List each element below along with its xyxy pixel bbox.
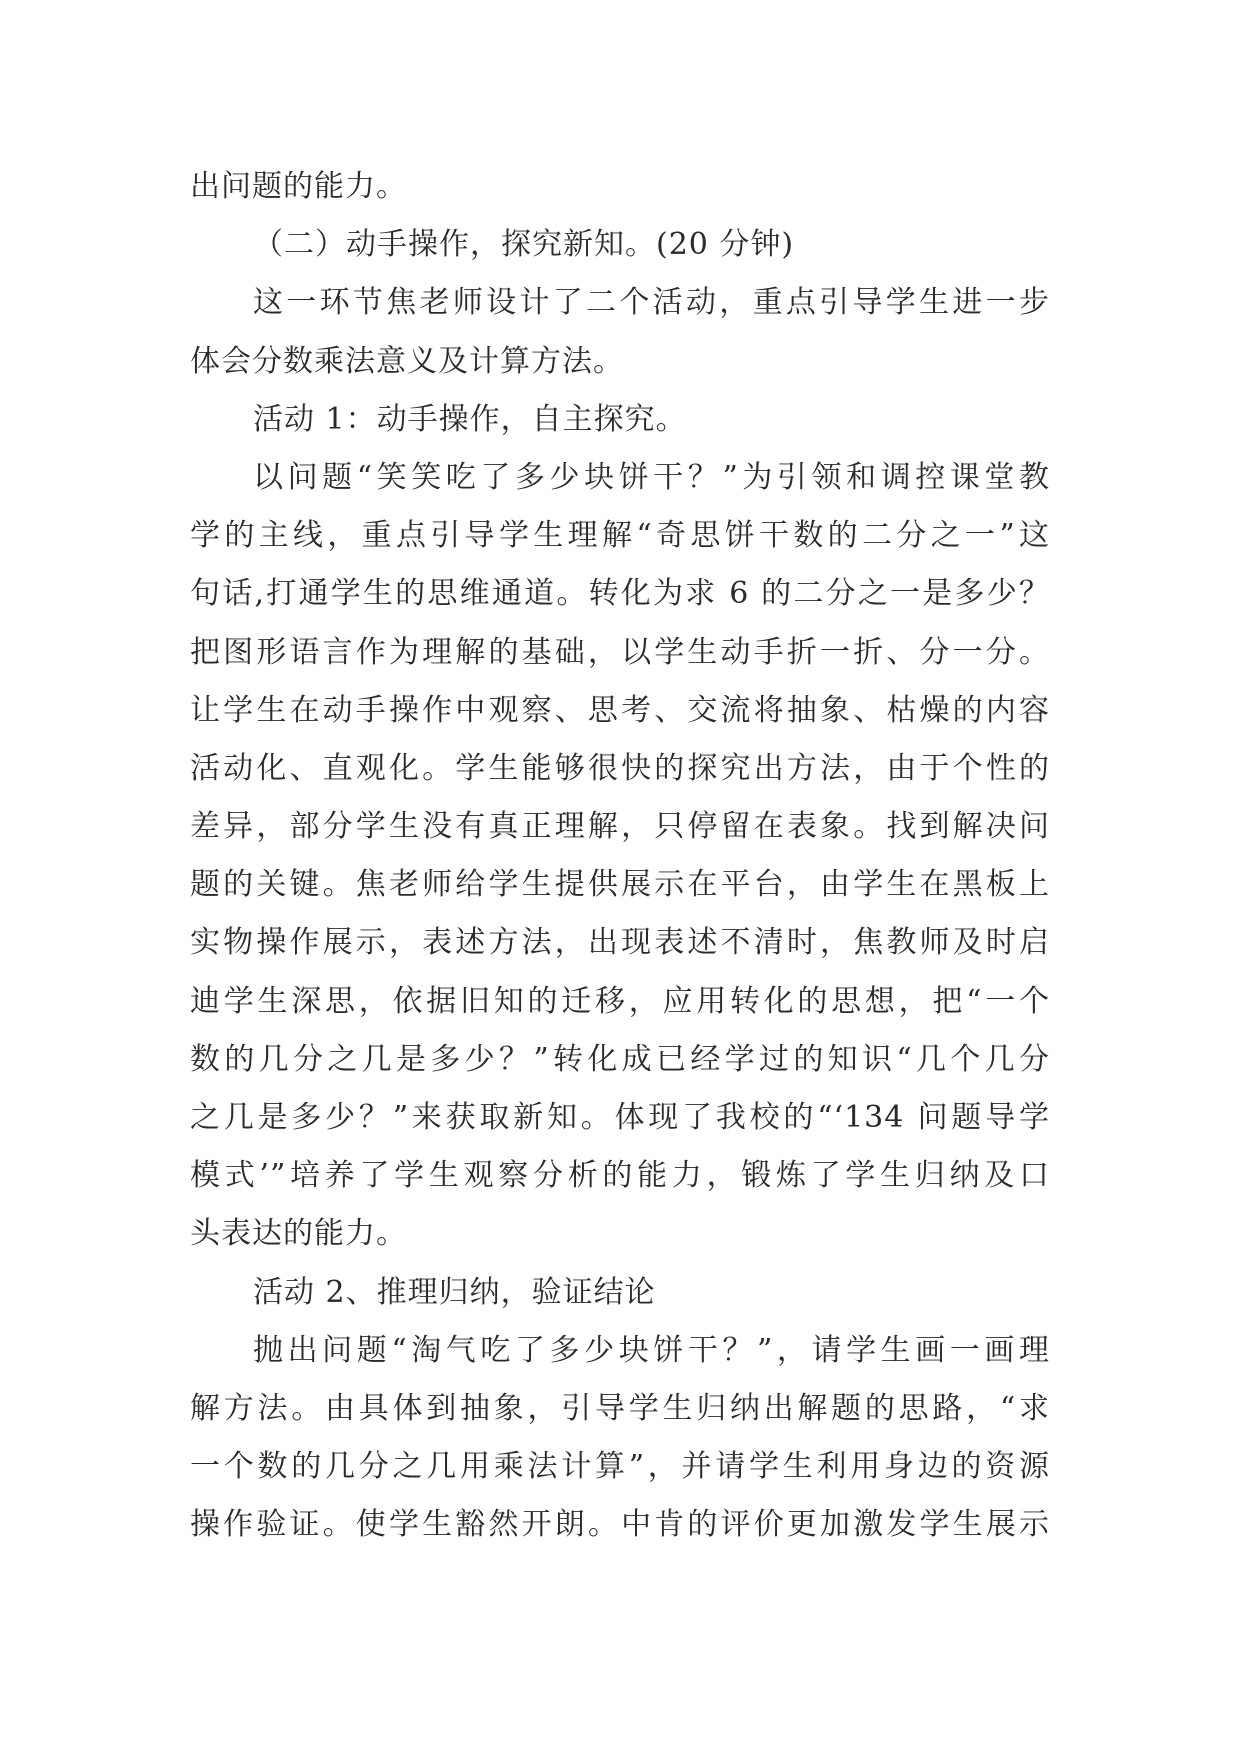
text-line: 题的关键。焦老师给学生提供展示在平台，由学生在黑板上 xyxy=(190,867,1050,903)
body-text xyxy=(190,158,1050,1555)
text-line: 一个数的几分之几用乘法计算”，并请学生利用身边的资源 xyxy=(190,1449,1050,1485)
activity-heading: 活动 1：动手操作，自主探究。 xyxy=(253,401,687,437)
section-heading: （二）动手操作，探究新知。(20 分钟) xyxy=(253,227,795,263)
text-line: 让学生在动手操作中观察、思考、交流将抽象、枯燥的内容 xyxy=(190,692,1050,728)
text-line: 以问题“笑笑吃了多少块饼干？”为引领和调控课堂教 xyxy=(253,459,1050,495)
text-line: 出问题的能力。 xyxy=(190,169,407,204)
text-line: 操作验证。使学生豁然开朗。中肯的评价更加激发学生展示 xyxy=(190,1507,1050,1543)
text-line: 差异，部分学生没有真正理解，只停留在表象。找到解决问 xyxy=(190,809,1050,845)
text-line: 模式’”培养了学生观察分析的能力，锻炼了学生归纳及口 xyxy=(190,1158,1050,1194)
text-line: 把图形语言作为理解的基础，以学生动手折一折、分一分。 xyxy=(190,634,1050,670)
text-line: 句话,打通学生的思维通道。转化为求 6 的二分之一是多少？ xyxy=(190,576,1050,612)
text-line: 头表达的能力。 xyxy=(190,1216,407,1252)
text-line: 实物操作展示，表述方法，出现表述不清时，焦教师及时启 xyxy=(190,925,1050,961)
text-line: 体会分数乘法意义及计算方法。 xyxy=(190,343,624,379)
text-line: 之几是多少？”来获取新知。体现了我校的“‘134 问题导学 xyxy=(190,1100,1050,1135)
text-line: 解方法。由具体到抽象，引导学生归纳出解题的思路，“求 xyxy=(190,1390,1050,1426)
text-line: 迪学生深思，依据旧知的迁移，应用转化的思想，把“一个 xyxy=(190,983,1050,1019)
text-line: 活动化、直观化。学生能够很快的探究出方法，由于个性的 xyxy=(190,750,1050,786)
text-line: 抛出问题“淘气吃了多少块饼干？”，请学生画一画理 xyxy=(253,1332,1050,1368)
text-line: 学的主线，重点引导学生理解“奇思饼干数的二分之一”这 xyxy=(190,518,1050,554)
text-line: 数的几分之几是多少？”转化成已经学过的知识“几个几分 xyxy=(190,1041,1050,1077)
activity-heading: 活动 2、推理归纳，验证结论 xyxy=(253,1274,656,1310)
text-line: 这一环节焦老师设计了二个活动，重点引导学生进一步 xyxy=(253,285,1050,321)
